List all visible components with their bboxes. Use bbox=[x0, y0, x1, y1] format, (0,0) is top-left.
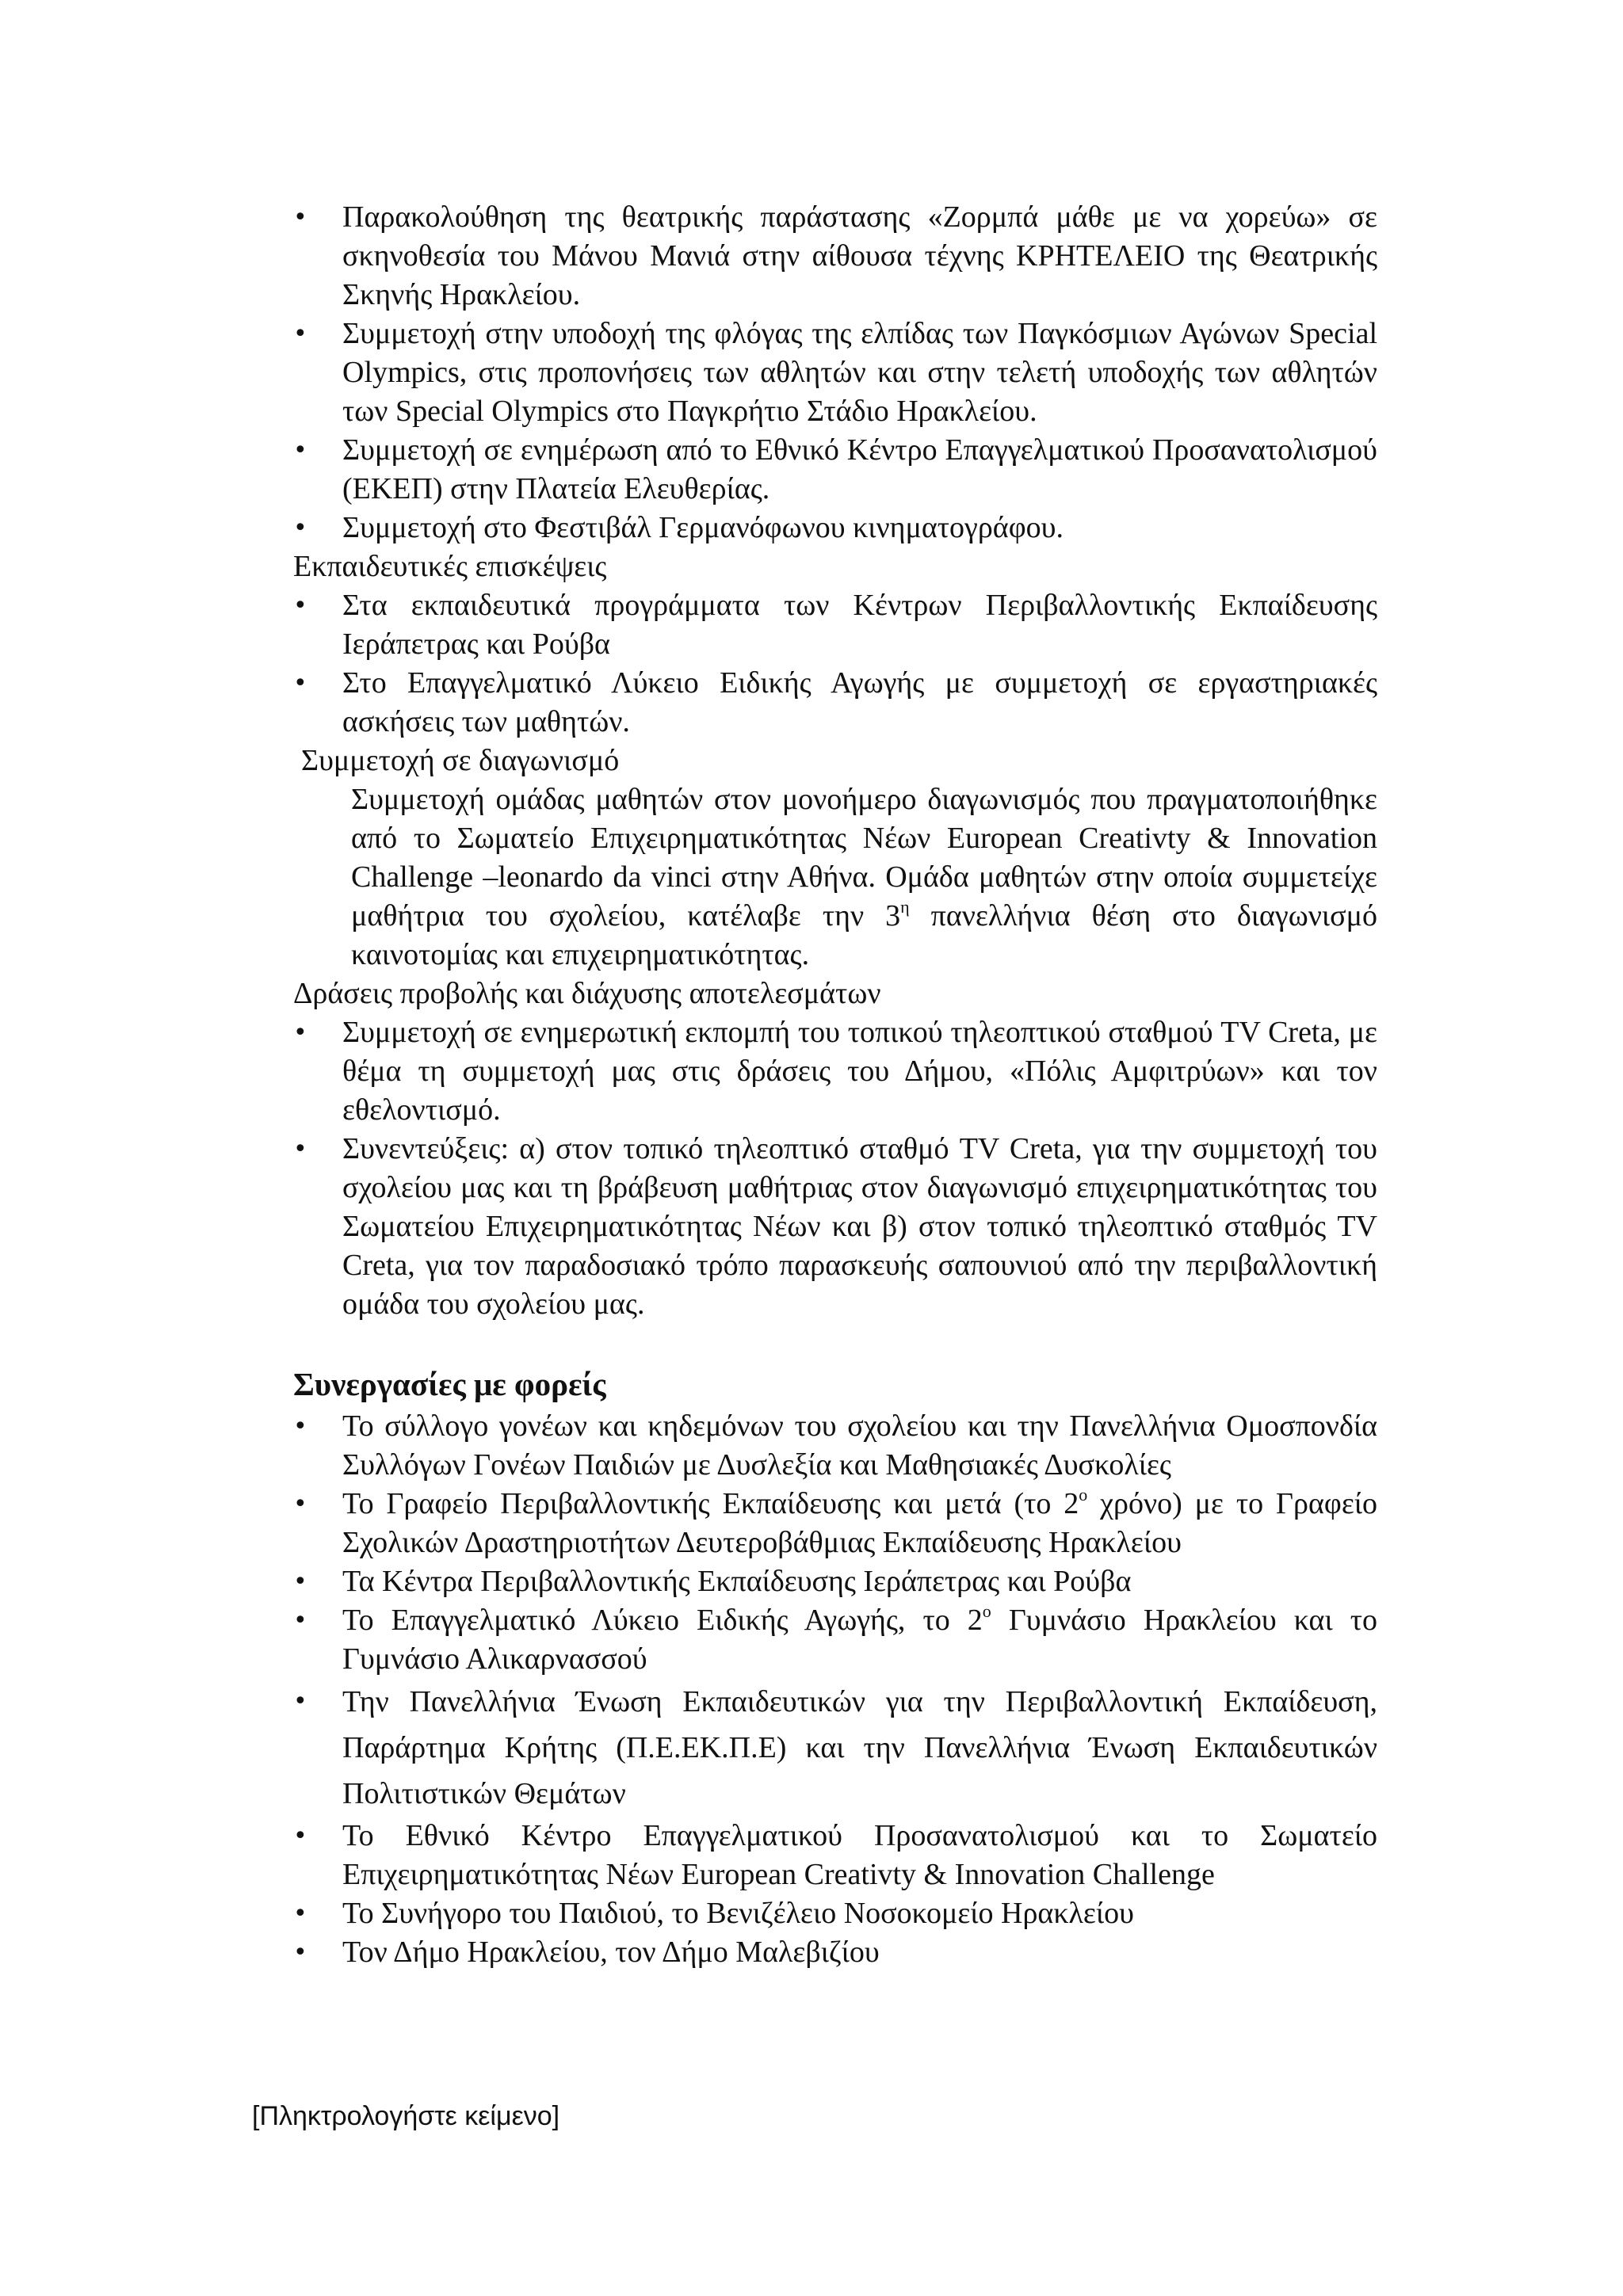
list-item bbox=[293, 1485, 1377, 1562]
competition-heading: Συμμετοχή σε διαγωνισμό bbox=[301, 744, 620, 777]
item-text-start: Το Επαγγελματικό Λύκειο Ειδικής Αγωγής, το 2 bbox=[342, 1604, 983, 1637]
list-item: • Το Εθνικό Κέντρο Επαγγελματικού Προσανατολισμού και το Σωματείο Επιχειρηματικότητας Νέων European Creativty & Innovation Challenge bbox=[293, 1817, 1377, 1894]
list-item: • Παρακολούθηση της θεατρικής παράστασης «Ζορμπά μάθε με να χορεύω» σε σκηνοθεσία του Μάνου Μανιά στην αίθουσα τέχνης ΚΡΗΤΕΛΕΙΟ της Θεατρικής Σκηνής Ηρακλείου. bbox=[293, 198, 1377, 315]
collaborations-heading: Συνεργασίες με φορείς bbox=[293, 1366, 606, 1402]
superscript: η bbox=[900, 897, 910, 917]
competition-text-end: πανελλήνια θέση στο διαγωνισμό καινοτομίας και επιχειρηματικότητας. bbox=[351, 899, 1377, 971]
superscript: ο bbox=[1079, 1485, 1088, 1505]
competition-paragraph bbox=[293, 780, 1377, 974]
dissemination-heading: Δράσεις προβολής και διάχυσης αποτελεσμάτων bbox=[293, 977, 881, 1010]
list-item: • Το σύλλογο γονέων και κηδεμόνων του σχολείου και την Πανελλήνια Ομοσπονδία Συλλόγων Γονέων Παιδιών με Δυσλεξία και Μαθησιακές Δυσκολίες bbox=[293, 1407, 1377, 1485]
visits-list bbox=[293, 586, 1377, 742]
competition-text-start: Συμμετοχή ομάδας μαθητών στον μονοήμερο διαγωνισμός που πραγματοποιήθηκε από το Σωματείο Επιχειρηματικότητας Νέων European Creativty & Innovation Challenge –leonardo da vinci στην Αθήνα. Ομάδα μαθητών στην οποία συμμετείχε μαθήτρια του σχολείου, κατέλαβε την 3 bbox=[351, 783, 1377, 933]
list-item: • Συμμετοχή σε ενημέρωση από το Εθνικό Κέντρο Επαγγελματικού Προσανατολισμού (ΕΚΕΠ) στην Πλατεία Ελευθερίας. bbox=[293, 431, 1377, 509]
list-item: • Συμμετοχή στην υποδοχή της φλόγας της ελπίδας των Παγκόσμιων Αγώνων Special Olympics, στις προπονήσεις των αθλητών και στην τελετή υποδοχής των αθλητών των Special Olympics στο Παγκρήτιο Στάδιο Ηρακλείου. bbox=[293, 315, 1377, 431]
list-item: • Συμμετοχή σε ενημερωτική εκπομπή του τοπικού τηλεοπτικού σταθμού TV Creta, με θέμα τη συμμετοχή μας στις δράσεις του Δήμου, «Πόλις Αμφιτρύων» και τον εθελοντισμό. bbox=[293, 1013, 1377, 1130]
item-text-start: Το Γραφείο Περιβαλλοντικής Εκπαίδευσης και μετά (το 2 bbox=[342, 1487, 1079, 1520]
item-text-end: Γυμνάσιο Ηρακλείου και το Γυμνάσιο Αλικαρνασσού bbox=[342, 1604, 1378, 1676]
list-item: • Τα Κέντρα Περιβαλλοντικής Εκπαίδευσης Ιεράπετρας και Ρούβα bbox=[293, 1562, 1377, 1601]
visits-heading: Εκπαιδευτικές επισκέψεις bbox=[293, 550, 607, 583]
activities-list bbox=[293, 198, 1377, 547]
list-item: • Συνεντεύξεις: α) στον τοπικό τηλεοπτικό σταθμό TV Creta, για την συμμετοχή του σχολείου μας και τη βράβευση μαθήτριας στον διαγωνισμό επιχειρηματικότητας του Σωματείου Επιχειρηματικότητας Νέων και β) στον τοπικό τηλεοπτικό σταθμός TV Creta, για τον παραδοσιακό τρόπο παρασκευής σαπουνιού από την περιβαλλοντική ομάδα του σχολείου μας. bbox=[293, 1130, 1377, 1324]
list-item: • Στο Επαγγελματικό Λύκειο Ειδικής Αγωγής με συμμετοχή σε εργαστηριακές ασκήσεις των μαθητών. bbox=[293, 664, 1377, 742]
list-item bbox=[293, 1601, 1377, 1679]
list-item: • Στα εκπαιδευτικά προγράμματα των Κέντρων Περιβαλλοντικής Εκπαίδευσης Ιεράπετρας και Ρούβα bbox=[293, 586, 1377, 664]
list-item: • Το Συνήγορο του Παιδιού, το Βενιζέλειο Νοσοκομείο Ηρακλείου bbox=[293, 1894, 1377, 1933]
dissemination-list bbox=[293, 1013, 1377, 1324]
footer-placeholder[interactable]: [Πληκτρολογήστε κείμενο] bbox=[252, 2101, 560, 2131]
list-item: • Την Πανελλήνια Ένωση Εκπαιδευτικών για την Περιβαλλοντική Εκπαίδευση, Παράρτημα Κρήτης (Π.Ε.ΕΚ.Π.Ε) και την Πανελλήνια Ένωση Εκπαιδευτικών Πολιτιστικών Θεμάτων bbox=[293, 1679, 1377, 1817]
item-text-end: χρόνο) με το Γραφείο Σχολικών Δραστηριοτήτων Δευτεροβάθμιας Εκπαίδευσης Ηρακλείου bbox=[342, 1487, 1377, 1559]
collaborations-list bbox=[293, 1407, 1377, 1972]
document-body bbox=[293, 198, 1377, 1972]
superscript: ο bbox=[982, 1601, 991, 1622]
list-item: • Συμμετοχή στο Φεστιβάλ Γερμανόφωνου κινηματογράφου. bbox=[293, 509, 1377, 547]
list-item: • Τον Δήμο Ηρακλείου, τον Δήμο Μαλεβιζίου bbox=[293, 1933, 1377, 1972]
